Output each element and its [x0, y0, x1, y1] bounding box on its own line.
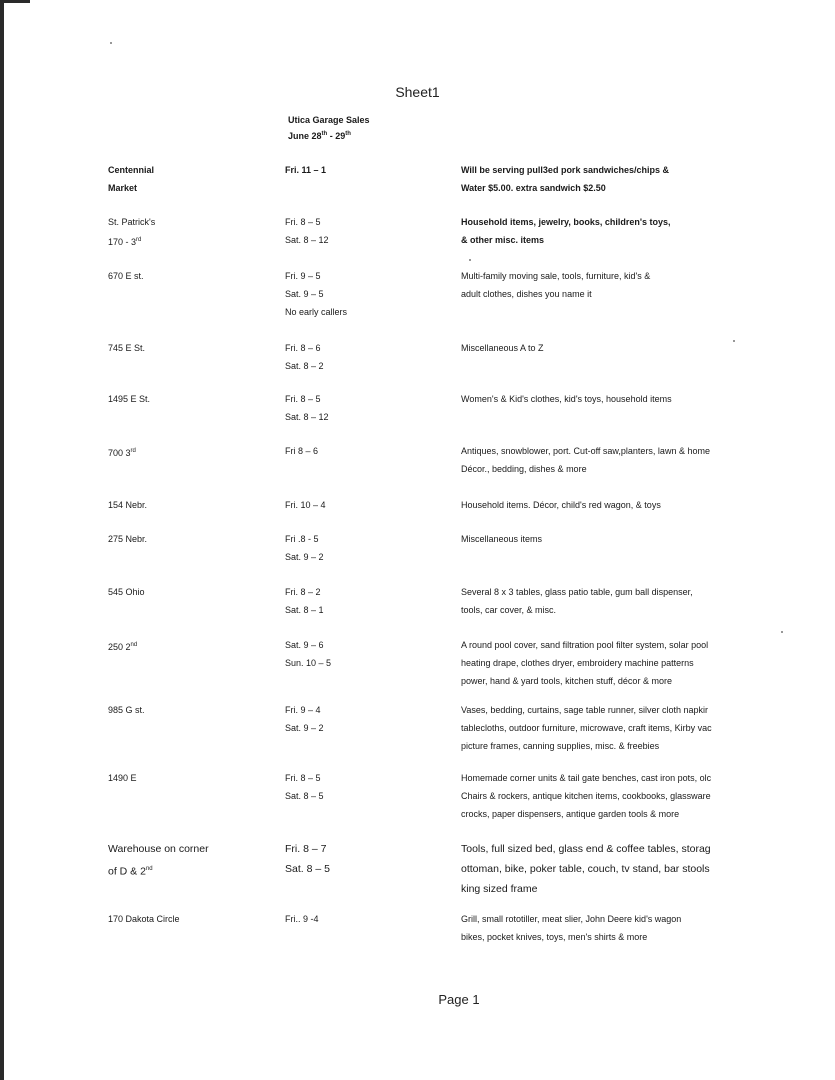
listing-times-line: Fri. 10 – 4	[285, 500, 326, 510]
sheet-title: Sheet1	[395, 84, 440, 100]
listing-items	[461, 839, 835, 899]
listing-location	[108, 839, 278, 882]
listing-times-line: Fri. 8 – 7	[285, 843, 327, 855]
listing-items-line: A round pool cover, sand filtration pool filter system, solar pool	[461, 640, 709, 650]
listing-items	[461, 161, 835, 197]
listing-location	[108, 769, 278, 787]
listing-location	[108, 496, 278, 514]
listing-items-line: tablecloths, outdoor furniture, microwave, craft items, Kirby vac	[461, 723, 712, 733]
listing-items-line: Tools, full sized bed, glass end & coffee tables, storag	[461, 843, 711, 855]
listing-items-line: Miscellaneous items	[461, 534, 543, 544]
listing-times	[285, 213, 445, 249]
listing-location-line: 545 Ohio	[108, 587, 145, 597]
listing-location-line: 985 G st.	[108, 705, 145, 715]
page-number: Page 1	[438, 992, 480, 1007]
listing-items	[461, 213, 835, 249]
document-dates	[288, 131, 351, 141]
listing-items-line: Décor., bedding, dishes & more	[461, 464, 587, 474]
listing-items-line: Vases, bedding, curtains, sage table runner, silver cloth napkir	[461, 705, 708, 715]
listing-location-line: 170 - 3rd	[108, 237, 142, 247]
listing-items-line: Women's & Kid's clothes, kid's toys, household items	[461, 394, 672, 404]
listing-items	[461, 390, 835, 408]
listing-times-line: Fri.. 9 -4	[285, 914, 319, 924]
listing-items-line: power, hand & yard tools, kitchen stuff, décor & more	[461, 676, 672, 686]
listing-items-line: picture frames, canning supplies, misc. & freebies	[461, 741, 660, 751]
listing-items-line: Grill, small rototiller, meat slier, John Deere kid's wagon	[461, 914, 682, 924]
listing-location-line: Market	[108, 183, 138, 193]
listing-times	[285, 839, 445, 879]
listing-times-line: Fri .8 - 5	[285, 534, 319, 544]
listing-times-line: Sat. 8 – 12	[285, 235, 329, 245]
listing-items-line: Household items. Décor, child's red wagon, & toys	[461, 500, 661, 510]
date-start: June 28	[288, 131, 322, 141]
listing-items	[461, 442, 835, 478]
listing-items	[461, 530, 835, 548]
listing-times	[285, 267, 445, 321]
listing-location-line: 275 Nebr.	[108, 534, 148, 544]
listing-items-line: heating drape, clothes dryer, embroidery machine patterns	[461, 658, 694, 668]
listing-location	[108, 339, 278, 357]
date-end: 29	[335, 131, 346, 141]
listing-times-line: Sat. 8 – 12	[285, 412, 329, 422]
listing-items	[461, 910, 835, 946]
listing-location	[108, 267, 278, 285]
listing-location-line: 700 3rd	[108, 448, 136, 458]
listing-items-line: ottoman, bike, poker table, couch, tv stand, bar stools	[461, 863, 710, 875]
listing-location	[108, 390, 278, 408]
listing-items-line: bikes, pocket knives, toys, men's shirts & more	[461, 932, 648, 942]
listing-location	[108, 583, 278, 601]
listing-location-line: 1495 E St.	[108, 394, 151, 404]
listing-times-line: Sat. 9 – 2	[285, 723, 324, 733]
listing-items-line: king sized frame	[461, 883, 538, 895]
listing-location	[108, 701, 278, 719]
listing-times	[285, 496, 445, 514]
listing-items-line: Water $5.00. extra sandwich $2.50	[461, 183, 606, 193]
listing-times	[285, 769, 445, 805]
date-start-suffix: th	[321, 131, 328, 137]
document-title: Utica Garage Sales	[288, 115, 370, 125]
listing-items	[461, 636, 835, 690]
listing-times-line: Fri. 8 – 5	[285, 217, 321, 227]
listing-location-line: 670 E st.	[108, 271, 144, 281]
listing-times-line: Fri. 8 – 6	[285, 343, 321, 353]
listing-times-line: Sat. 8 – 5	[285, 791, 324, 801]
listing-location-line: 250 2nd	[108, 642, 138, 652]
listing-times-line: Fri. 8 – 2	[285, 587, 321, 597]
listing-times	[285, 583, 445, 619]
listing-items-line: Will be serving pull3ed pork sandwiches/chips &	[461, 165, 669, 175]
listing-location	[108, 161, 278, 197]
listing-times-line: Fri. 8 – 5	[285, 394, 321, 404]
scan-speck	[110, 42, 112, 44]
listing-location-line: 170 Dakota Circle	[108, 914, 180, 924]
listing-location-line: 745 E St.	[108, 343, 146, 353]
scan-speck	[781, 631, 783, 633]
listing-items	[461, 339, 835, 357]
listing-items-line: Antiques, snowblower, port. Cut-off saw,planters, lawn & home	[461, 446, 710, 456]
listing-location-line: St. Patrick's	[108, 217, 156, 227]
listing-times-line: Sat. 8 – 2	[285, 361, 324, 371]
listing-times	[285, 339, 445, 375]
listing-times-line: Sat. 9 – 6	[285, 640, 324, 650]
listing-times	[285, 701, 445, 737]
listing-items	[461, 583, 835, 619]
listing-times-line: Sat. 8 – 5	[285, 863, 330, 875]
listing-location-line: 1490 E	[108, 773, 137, 783]
listing-times-line: Sun. 10 – 5	[285, 658, 332, 668]
listing-items-line: Chairs & rockers, antique kitchen items, cookbooks, glassware	[461, 791, 711, 801]
listing-items-line: Miscellaneous A to Z	[461, 343, 544, 353]
date-end-suffix: th	[345, 131, 351, 137]
listing-items	[461, 701, 835, 755]
listing-times	[285, 636, 445, 672]
listing-location-line: 154 Nebr.	[108, 500, 148, 510]
date-separator: -	[327, 131, 336, 141]
listing-items-line: crocks, paper dispensers, antique garden tools & more	[461, 809, 680, 819]
listing-times-line: No early callers	[285, 307, 348, 317]
listing-times-line: Fri. 8 – 5	[285, 773, 321, 783]
listing-items-line: Household items, jewelry, books, children's toys,	[461, 217, 671, 227]
listing-location	[108, 910, 278, 928]
scan-edge-top	[0, 0, 30, 3]
listing-times-line: Sat. 9 – 2	[285, 552, 324, 562]
listing-items-line: & other misc. items	[461, 235, 545, 245]
listing-times	[285, 442, 445, 460]
listing-location	[108, 636, 278, 656]
listing-location	[108, 213, 278, 251]
listing-times	[285, 530, 445, 566]
scan-edge-left	[0, 0, 4, 1080]
listing-location	[108, 530, 278, 548]
listing-location-line: Warehouse on corner	[108, 843, 209, 855]
listing-location	[108, 442, 278, 462]
listing-times	[285, 161, 445, 179]
listing-items-line: adult clothes, dishes you name it	[461, 289, 592, 299]
listing-times-line: Fri 8 – 6	[285, 446, 319, 456]
listing-items	[461, 267, 835, 303]
listing-items-line: Several 8 x 3 tables, glass patio table, gum ball dispenser,	[461, 587, 693, 597]
listing-items-line: Multi-family moving sale, tools, furniture, kid's &	[461, 271, 651, 281]
listing-times-line: Fri. 9 – 4	[285, 705, 321, 715]
listing-times-line: Fri. 11 – 1	[285, 165, 327, 175]
scan-speck	[469, 259, 471, 261]
listing-times	[285, 910, 445, 928]
listing-times-line: Sat. 8 – 1	[285, 605, 324, 615]
listing-times	[285, 390, 445, 426]
listing-location-line: of D & 2nd	[108, 865, 153, 878]
listing-items-line: tools, car cover, & misc.	[461, 605, 557, 615]
listing-items-line: Homemade corner units & tail gate benches, cast iron pots, olc	[461, 773, 712, 783]
listing-location-line: Centennial	[108, 165, 155, 175]
listing-times-line: Fri. 9 – 5	[285, 271, 321, 281]
listing-times-line: Sat. 9 – 5	[285, 289, 324, 299]
listing-items	[461, 496, 835, 514]
listing-items	[461, 769, 835, 823]
